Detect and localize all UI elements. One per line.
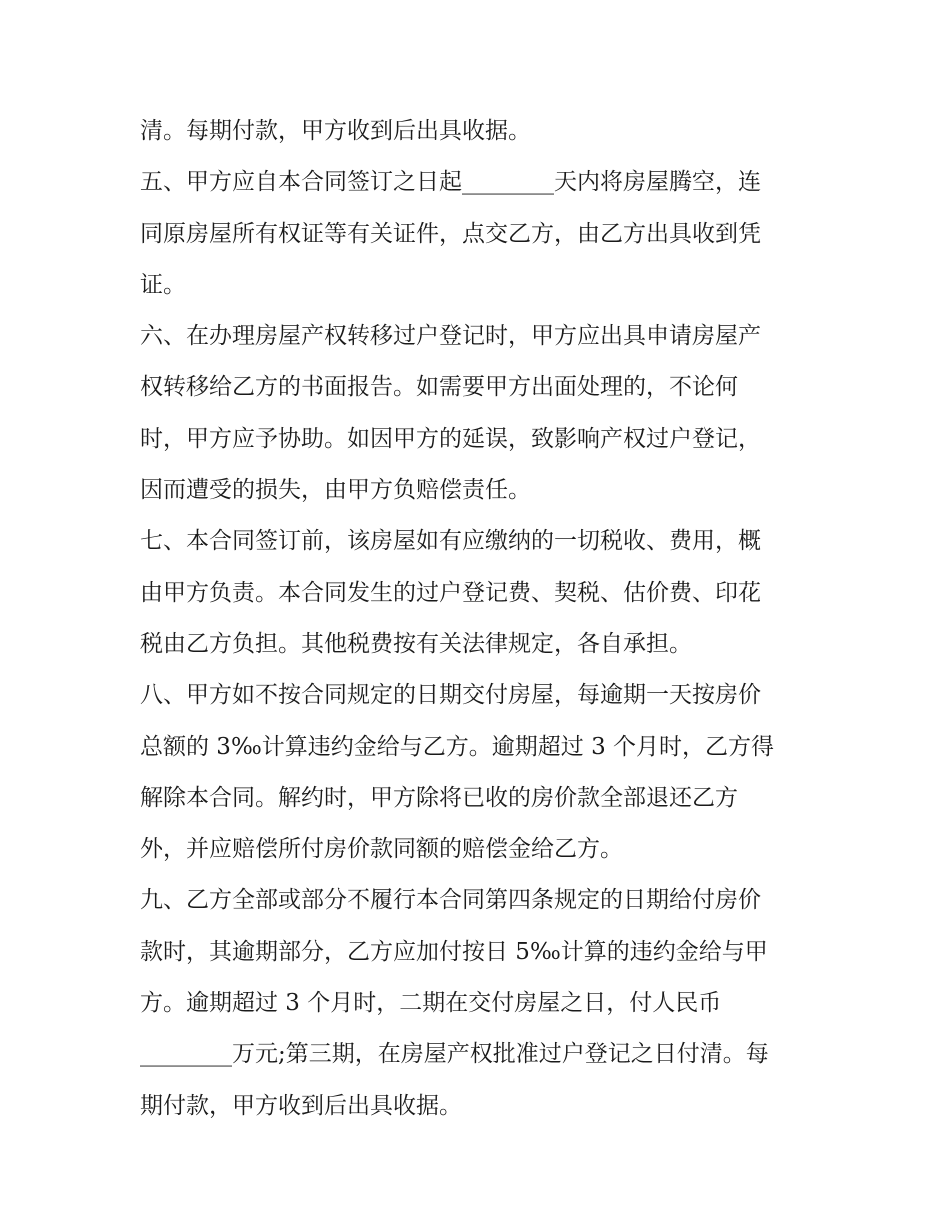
text-line-8: 因而遭受的损失，由甲方负赔偿责任。 [140,477,531,504]
text-line-4: 证。 [140,271,186,298]
text-line-13: 总额的 3‰计算违约金给与乙方。逾期超过 3 个月时，乙方得 [140,733,775,760]
text-line-12: 八、甲方如不按合同规定的日期交付房屋，每逾期一天按房价 [140,682,761,709]
text-line-14: 解除本合同。解约时，甲方除将已收的房价款全部退还乙方 [140,784,738,811]
text-line-2: 五、甲方应自本合同签订之日起________天内将房屋腾空，连 [140,169,761,196]
text-line-9: 七、本合同签订前，该房屋如有应缴纳的一切税收、费用，概 [140,528,761,555]
text-line-17: 款时，其逾期部分，乙方应加付按日 5‰计算的违约金给与甲 [140,938,768,965]
text-line-10: 由甲方负责。本合同发生的过户登记费、契税、估价费、印花 [140,579,761,606]
text-line-7: 时，甲方应予协助。如因甲方的延误，致影响产权过户登记， [140,425,761,452]
text-line-1: 清。每期付款，甲方收到后出具收据。 [140,118,531,144]
text-line-15: 外，并应赔偿所付房价款同额的赔偿金给乙方。 [140,836,623,863]
text-line-16: 九、乙方全部或部分不履行本合同第四条规定的日期给付房价 [140,887,761,914]
text-line-3: 同原房屋所有权证等有关证件，点交乙方，由乙方出具收到凭 [140,220,761,247]
text-line-11: 税由乙方负担。其他税费按有关法律规定，各自承担。 [140,630,692,657]
text-line-6: 权转移给乙方的书面报告。如需要甲方出面处理的，不论何 [140,374,738,401]
text-line-5: 六、在办理房屋产权转移过户登记时，甲方应出具申请房屋产 [140,323,761,350]
text-line-18: 方。逾期超过 3 个月时，二期在交付房屋之日，付人民币 [140,990,722,1017]
text-line-19: ________万元;第三期，在房屋产权批准过户登记之日付清。每 [140,1041,769,1068]
contract-body-text [140,106,815,1132]
text-line-20: 期付款，甲方收到后出具收据。 [140,1092,462,1119]
